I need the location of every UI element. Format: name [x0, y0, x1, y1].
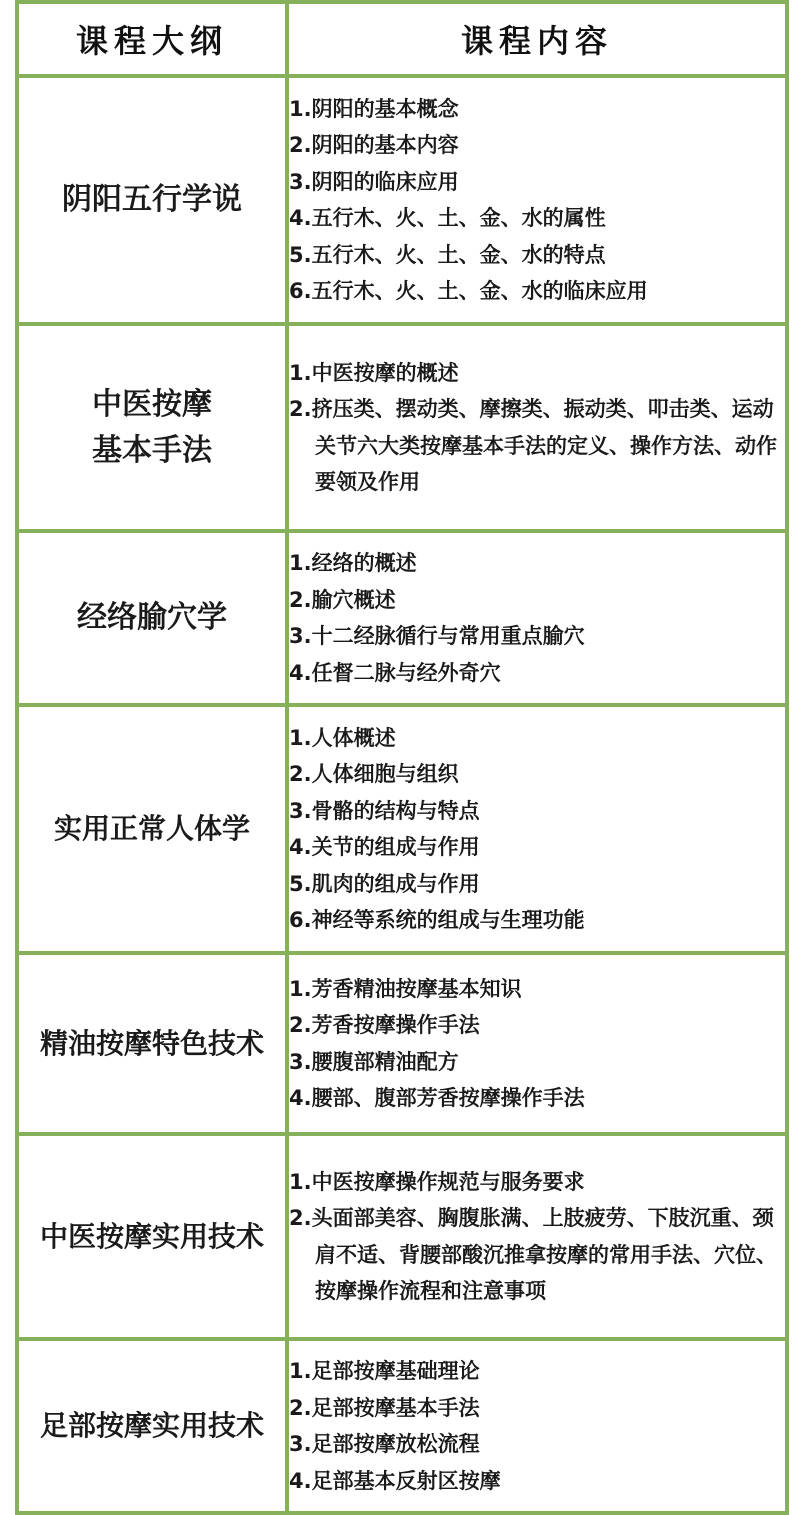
row-title — [17, 1339, 287, 1513]
list-item: 1.阴阳的基本概念 — [289, 96, 459, 121]
content-list — [289, 545, 785, 691]
content-list — [289, 355, 785, 501]
row-title-line: 实用正常人体学 — [53, 812, 250, 845]
list-item: 2.阴阳的基本内容 — [289, 133, 459, 157]
list-item: 1.足部按摩基础理论 — [289, 1359, 480, 1383]
row-title-line: 基本手法 — [92, 432, 212, 468]
table-row — [17, 76, 787, 324]
row-title-line: 中医按摩 — [92, 386, 212, 422]
row-title — [17, 1134, 287, 1339]
row-title-line: 中医按摩实用技术 — [39, 1219, 264, 1253]
row-content — [287, 953, 787, 1134]
row-content — [287, 324, 787, 531]
list-item: 1.人体概述 — [289, 725, 396, 750]
table-row — [17, 1339, 787, 1513]
table-row — [17, 705, 787, 953]
content-list — [289, 1353, 785, 1499]
list-item: 4.足部基本反射区按摩 — [289, 1468, 501, 1493]
list-item: 6.五行木、火、土、金、水的临床应用 — [289, 279, 648, 303]
header-row — [17, 2, 787, 76]
list-item: 2.足部按摩基本手法 — [289, 1395, 480, 1420]
row-title-line: 经络腧穴学 — [77, 600, 227, 635]
row-title-line: 阴阳五行学说 — [62, 182, 242, 217]
table-row — [17, 531, 787, 705]
list-item: 3.阴阳的临床应用 — [289, 169, 459, 194]
row-title-line: 足部按摩实用技术 — [39, 1409, 264, 1442]
list-item: 4.任督二脉与经外奇穴 — [289, 660, 501, 685]
content-list — [289, 971, 785, 1117]
row-content — [287, 705, 787, 953]
row-content — [287, 76, 787, 324]
list-item: 1.经络的概述 — [289, 551, 417, 575]
list-item: 5.肌肉的组成与作用 — [289, 871, 480, 896]
table-row — [17, 324, 787, 531]
content-list — [289, 1164, 785, 1310]
header-outline: 课程大纲 — [17, 2, 287, 76]
content-list — [289, 720, 785, 939]
row-title — [17, 76, 287, 324]
list-item: 5.五行木、火、土、金、水的特点 — [289, 242, 606, 267]
row-title-line: 精油按摩特色技术 — [39, 1026, 264, 1060]
list-item: 4.关节的组成与作用 — [289, 835, 480, 859]
row-content — [287, 1339, 787, 1513]
row-title — [17, 324, 287, 531]
table-row — [17, 953, 787, 1134]
list-item: 2.人体细胞与组织 — [289, 762, 459, 786]
list-item: 3.骨骼的结构与特点 — [289, 798, 480, 823]
content-list — [289, 91, 785, 310]
list-item: 4.五行木、火、土、金、水的属性 — [289, 206, 606, 230]
course-outline-table — [15, 0, 789, 1515]
list-item: 1.芳香精油按摩基本知识 — [289, 976, 522, 1001]
list-item: 2.挤压类、摆动类、摩擦类、振动类、叩击类、运动关节六大类按摩基本手法的定义、操作方法、动作要领及作用 — [289, 397, 777, 494]
list-item: 3.十二经脉循行与常用重点腧穴 — [289, 624, 585, 648]
row-title — [17, 531, 287, 705]
row-title — [17, 705, 287, 953]
list-item: 3.腰腹部精油配方 — [289, 1049, 459, 1074]
course-outline-table-frame — [15, 0, 785, 1511]
header-content: 课程内容 — [287, 2, 787, 76]
row-content — [287, 1134, 787, 1339]
row-content — [287, 531, 787, 705]
table-row — [17, 1134, 787, 1339]
list-item: 3.足部按摩放松流程 — [289, 1432, 480, 1456]
list-item: 1.中医按摩操作规范与服务要求 — [289, 1169, 585, 1194]
list-item: 1.中医按摩的概述 — [289, 360, 459, 385]
list-item: 4.腰部、腹部芳香按摩操作手法 — [289, 1086, 585, 1110]
list-item: 2.腧穴概述 — [289, 587, 396, 612]
list-item: 2.头面部美容、胸腹胀满、上肢疲劳、下肢沉重、颈肩不适、背腰部酸沉推拿按摩的常用手法、穴位、按摩操作流程和注意事项 — [289, 1206, 777, 1303]
row-title — [17, 953, 287, 1134]
list-item: 6.神经等系统的组成与生理功能 — [289, 908, 585, 932]
list-item: 2.芳香按摩操作手法 — [289, 1013, 480, 1037]
